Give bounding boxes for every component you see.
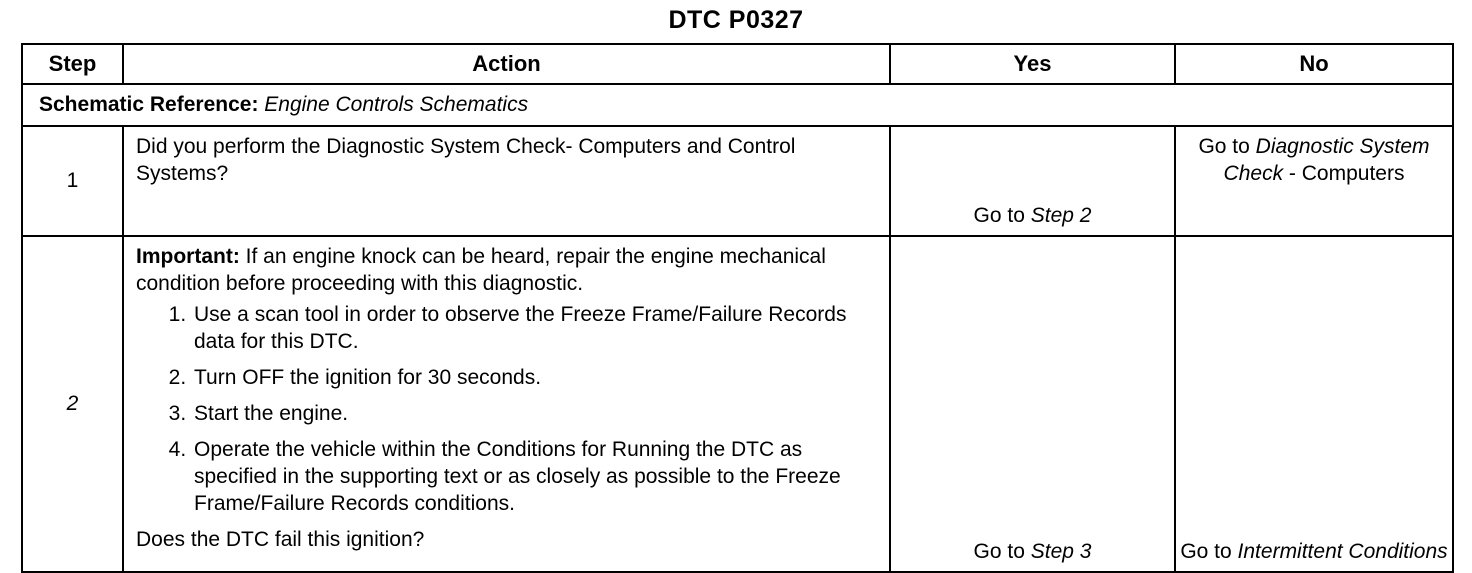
- substep-list: [136, 301, 879, 517]
- important-note: [136, 243, 879, 297]
- no-suffix: - Computers: [1288, 162, 1405, 185]
- header-step: Step: [22, 44, 123, 84]
- table-row: [22, 126, 1453, 236]
- important-label: Important:: [136, 245, 240, 268]
- schematic-reference-cell: [22, 84, 1453, 126]
- question-text: Does the DTC fail this ignition?: [136, 528, 425, 551]
- header-yes: Yes: [890, 44, 1175, 84]
- no-link[interactable]: Intermittent Conditions: [1237, 540, 1448, 563]
- list-item: 1. Use a scan tool in order to observe the Freeze Frame/Failure Records data for this DTC.: [192, 301, 879, 355]
- no-prefix: Go to: [1180, 540, 1232, 563]
- yes-link[interactable]: Step 3: [1030, 540, 1092, 563]
- yes-cell: [890, 236, 1175, 572]
- no-cell: [1175, 236, 1453, 572]
- action-cell: [123, 236, 890, 572]
- schematic-reference-row: [22, 84, 1453, 126]
- list-item: 2. Turn OFF the ignition for 30 seconds.: [192, 364, 879, 391]
- list-item: 4. Operate the vehicle within the Conditions for Running the DTC as specified in the supporting text or as closely as possible to the Freeze Frame/Failure Records conditions.: [192, 436, 879, 517]
- list-item: 3. Start the engine.: [192, 400, 879, 427]
- important-text: If an engine knock can be heard, repair the engine mechanical condition before proceeding with this diagnostic.: [136, 245, 826, 295]
- yes-link[interactable]: Step 2: [1030, 204, 1092, 227]
- schematic-reference-label: Schematic Reference:: [39, 93, 259, 116]
- action-text: Did you perform the Diagnostic System Check- Computers and Control Systems?: [136, 135, 796, 185]
- no-prefix: Go to: [1198, 135, 1250, 158]
- no-link[interactable]: Diagnostic System Check: [1223, 135, 1430, 185]
- action-cell: [123, 126, 890, 236]
- step-number: 1: [22, 126, 123, 236]
- header-no: No: [1175, 44, 1453, 84]
- step-number: 2: [22, 236, 123, 572]
- yes-prefix: Go to: [973, 204, 1025, 227]
- table-row: [22, 236, 1453, 572]
- diagnostic-table: [21, 43, 1454, 573]
- header-action: Action: [123, 44, 890, 84]
- schematic-reference-link[interactable]: Engine Controls Schematics: [264, 93, 529, 116]
- no-cell: [1175, 126, 1453, 236]
- yes-prefix: Go to: [973, 540, 1025, 563]
- yes-cell: [890, 126, 1175, 236]
- document-title: DTC P0327: [668, 6, 804, 34]
- table-header-row: [22, 44, 1453, 84]
